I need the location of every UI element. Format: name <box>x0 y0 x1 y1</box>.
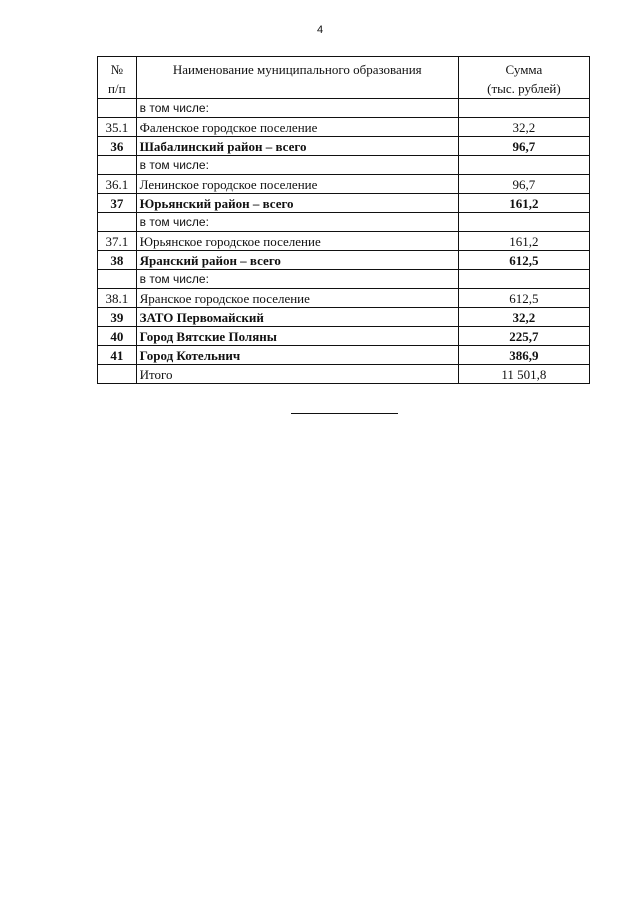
row-name-cell: Фаленское городское поселение <box>136 118 458 137</box>
header-name: Наименование муниципального образования <box>136 57 458 99</box>
row-name-cell: Город Котельнич <box>136 346 458 365</box>
row-name-cell: Юрьянское городское поселение <box>136 232 458 251</box>
closing-divider-line <box>291 413 398 414</box>
row-number-cell <box>98 270 137 289</box>
row-sum-cell <box>458 213 589 232</box>
row-name-cell: Итого <box>136 365 458 384</box>
row-number-cell: 38.1 <box>98 289 137 308</box>
row-number-cell <box>98 99 137 118</box>
header-sum-label: Сумма <box>505 62 543 77</box>
header-number <box>98 57 137 99</box>
row-number-cell <box>98 213 137 232</box>
row-sum-cell: 96,7 <box>458 137 589 156</box>
row-sum-cell: 612,5 <box>458 251 589 270</box>
row-sum-cell <box>458 156 589 175</box>
row-number-cell: 36.1 <box>98 175 137 194</box>
row-number-cell: 37.1 <box>98 232 137 251</box>
row-number-cell: 41 <box>98 346 137 365</box>
table-body <box>98 99 590 384</box>
row-number-cell: 39 <box>98 308 137 327</box>
row-name-cell: Шабалинский район – всего <box>136 137 458 156</box>
row-sum-cell: 32,2 <box>458 308 589 327</box>
header-number-symbol: № <box>110 62 124 77</box>
row-name-cell: ЗАТО Первомайский <box>136 308 458 327</box>
header-sum-unit: (тыс. рублей) <box>487 81 561 96</box>
row-name-cell: Яранское городское поселение <box>136 289 458 308</box>
header-number-abbrev: п/п <box>108 81 126 96</box>
row-name-cell: в том числе: <box>136 99 458 118</box>
row-number-cell: 35.1 <box>98 118 137 137</box>
table-row <box>98 327 590 346</box>
row-name-cell: Ленинское городское поселение <box>136 175 458 194</box>
table-row <box>98 270 590 289</box>
row-sum-cell: 386,9 <box>458 346 589 365</box>
row-sum-cell: 96,7 <box>458 175 589 194</box>
table-row <box>98 232 590 251</box>
row-name-cell: Город Вятские Поляны <box>136 327 458 346</box>
table-row <box>98 308 590 327</box>
table-row <box>98 175 590 194</box>
row-name-cell: в том числе: <box>136 213 458 232</box>
row-name-cell: в том числе: <box>136 156 458 175</box>
table-row <box>98 289 590 308</box>
table-row <box>98 137 590 156</box>
table-row <box>98 346 590 365</box>
row-sum-cell <box>458 99 589 118</box>
header-sum <box>458 57 589 99</box>
row-number-cell: 40 <box>98 327 137 346</box>
page-number: 4 <box>316 24 324 36</box>
table-row <box>98 99 590 118</box>
row-number-cell: 37 <box>98 194 137 213</box>
row-number-cell <box>98 365 137 384</box>
row-sum-cell: 161,2 <box>458 232 589 251</box>
row-name-cell: Юрьянский район – всего <box>136 194 458 213</box>
row-name-cell: в том числе: <box>136 270 458 289</box>
table-row <box>98 156 590 175</box>
row-sum-cell: 161,2 <box>458 194 589 213</box>
row-name-cell: Яранский район – всего <box>136 251 458 270</box>
row-sum-cell <box>458 270 589 289</box>
municipal-sum-table <box>97 56 590 384</box>
row-number-cell: 38 <box>98 251 137 270</box>
table-row <box>98 365 590 384</box>
table-row <box>98 118 590 137</box>
table-header-row <box>98 57 590 99</box>
table-row <box>98 251 590 270</box>
table-row <box>98 213 590 232</box>
row-sum-cell: 32,2 <box>458 118 589 137</box>
table-row <box>98 194 590 213</box>
row-number-cell <box>98 156 137 175</box>
row-number-cell: 36 <box>98 137 137 156</box>
row-sum-cell: 225,7 <box>458 327 589 346</box>
row-sum-cell: 11 501,8 <box>458 365 589 384</box>
row-sum-cell: 612,5 <box>458 289 589 308</box>
